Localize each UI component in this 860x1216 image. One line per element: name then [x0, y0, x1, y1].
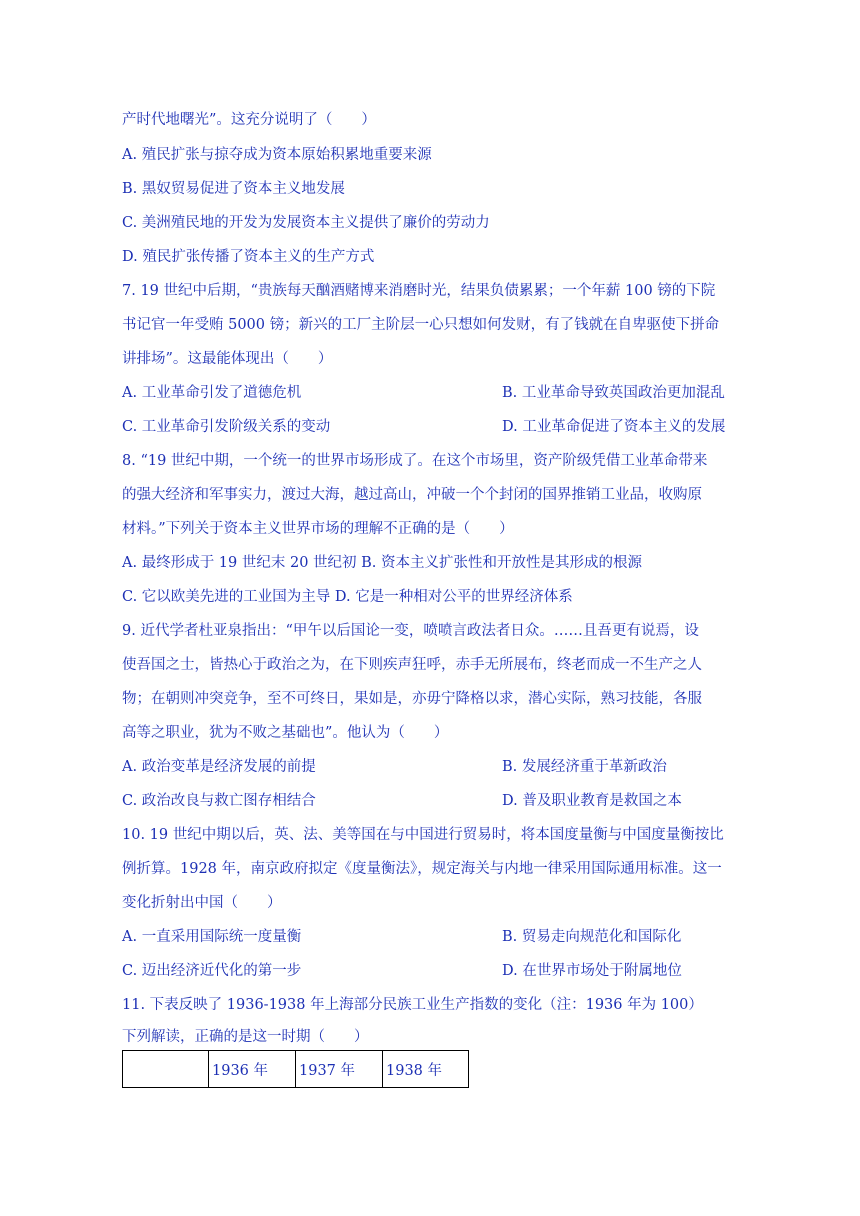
q6-stem-end: 产时代地曙光”。这充分说明了（ ）	[122, 112, 376, 128]
q9-stem-line-4: 高等之职业，犹为不败之基础也”。他认为（ ）	[122, 725, 449, 741]
q7-option-a: A. 工业革命引发了道德危机	[122, 385, 302, 401]
q7-options-row-2	[122, 417, 726, 437]
q10-stem-line-2: 例折算。1928 年，南京政府拟定《度量衡法》，规定海关与内地一律采用国际通用标准。这一	[122, 861, 722, 877]
q7-option-c: C. 工业革命引发阶级关系的变动	[122, 419, 331, 435]
q6-option-d: D. 殖民扩张传播了资本主义的生产方式	[122, 249, 375, 265]
q6-option-a: A. 殖民扩张与掠夺成为资本原始积累地重要来源	[122, 147, 432, 163]
q10-option-c: C. 迈出经济近代化的第一步	[122, 963, 302, 979]
q7-stem-line-3: 讲排场”。这最能体现出（ ）	[122, 351, 333, 367]
q9-stem-line-3: 物；在朝则冲突竞争，至不可终日，果如是，亦毋宁降格以求，潜心实际，熟习技能，各服	[122, 691, 702, 707]
table-cell	[123, 1051, 209, 1088]
table-cell: 1937 年	[296, 1051, 383, 1088]
q10-stem-line-3: 变化折射出中国（ ）	[122, 895, 282, 911]
q10-option-b: B. 贸易走向规范化和国际化	[502, 929, 682, 945]
q9-stem-line-1: 9. 近代学者杜亚泉指出：“甲午以后国论一变，喷喷言政法者日众。……且吾更有说焉，设	[122, 623, 699, 639]
q9-options-row-1	[122, 757, 667, 777]
index-table	[122, 1050, 469, 1088]
q8-stem-line-2: 的强大经济和军事实力，渡过大海，越过高山，冲破一个个封闭的国界推销工业品，收购原	[122, 487, 702, 503]
q8-options-cd: C. 它以欧美先进的工业国为主导 D. 它是一种相对公平的世界经济体系	[122, 589, 573, 605]
table-cell: 1936 年	[209, 1051, 296, 1088]
q6-option-c: C. 美洲殖民地的开发为发展资本主义提供了廉价的劳动力	[122, 215, 490, 231]
q9-option-a: A. 政治变革是经济发展的前提	[122, 759, 316, 775]
table-cell: 1938 年	[383, 1051, 469, 1088]
q10-option-a: A. 一直采用国际统一度量衡	[122, 929, 302, 945]
q8-options-ab: A. 最终形成于 19 世纪末 20 世纪初 B. 资本主义扩张性和开放性是其形成的根源	[122, 555, 643, 571]
q10-options-row-1	[122, 927, 682, 947]
q9-option-c: C. 政治改良与救亡图存相结合	[122, 793, 316, 809]
q11-stem-line-1: 11. 下表反映了 1936-1938 年上海部分民族工业生产指数的变化（注：1936 年为 100）	[122, 997, 703, 1013]
q9-option-b: B. 发展经济重于革新政治	[502, 759, 667, 775]
q9-stem-line-2: 使吾国之士，皆热心于政治之为，在下则疾声狂呼，赤手无所展布，终老而成一不生产之人	[122, 657, 702, 673]
q7-options-row-1	[122, 383, 725, 403]
q8-stem-line-3: 材料。”下列关于资本主义世界市场的理解不正确的是（ ）	[122, 521, 514, 537]
q10-stem-line-1: 10. 19 世纪中期以后，英、法、美等国在与中国进行贸易时，将本国度量衡与中国度量衡按比	[122, 827, 724, 843]
q7-stem-line-1: 7. 19 世纪中后期，“贵族每天酗酒赌博来消磨时光，结果负债累累；一个年薪 100 镑的下院	[122, 283, 716, 299]
q9-option-d: D. 普及职业教育是救国之本	[502, 793, 682, 809]
q7-option-b: B. 工业革命导致英国政治更加混乱	[502, 385, 725, 401]
q10-option-d: D. 在世界市场处于附属地位	[502, 963, 682, 979]
q11-stem-line-2: 下列解读，正确的是这一时期（ ）	[122, 1029, 369, 1045]
table-header-row	[123, 1051, 469, 1088]
q8-stem-line-1: 8. “19 世纪中期，一个统一的世界市场形成了。在这个市场里，资产阶级凭借工业革命带来	[122, 453, 708, 469]
q9-options-row-2	[122, 791, 682, 811]
q6-option-b: B. 黑奴贸易促进了资本主义地发展	[122, 181, 345, 197]
q7-option-d: D. 工业革命促进了资本主义的发展	[502, 419, 726, 435]
q10-options-row-2	[122, 961, 682, 981]
q7-stem-line-2: 书记官一年受贿 5000 镑；新兴的工厂主阶层一心只想如何发财，有了钱就在自卑驱使下拼命	[122, 317, 720, 333]
